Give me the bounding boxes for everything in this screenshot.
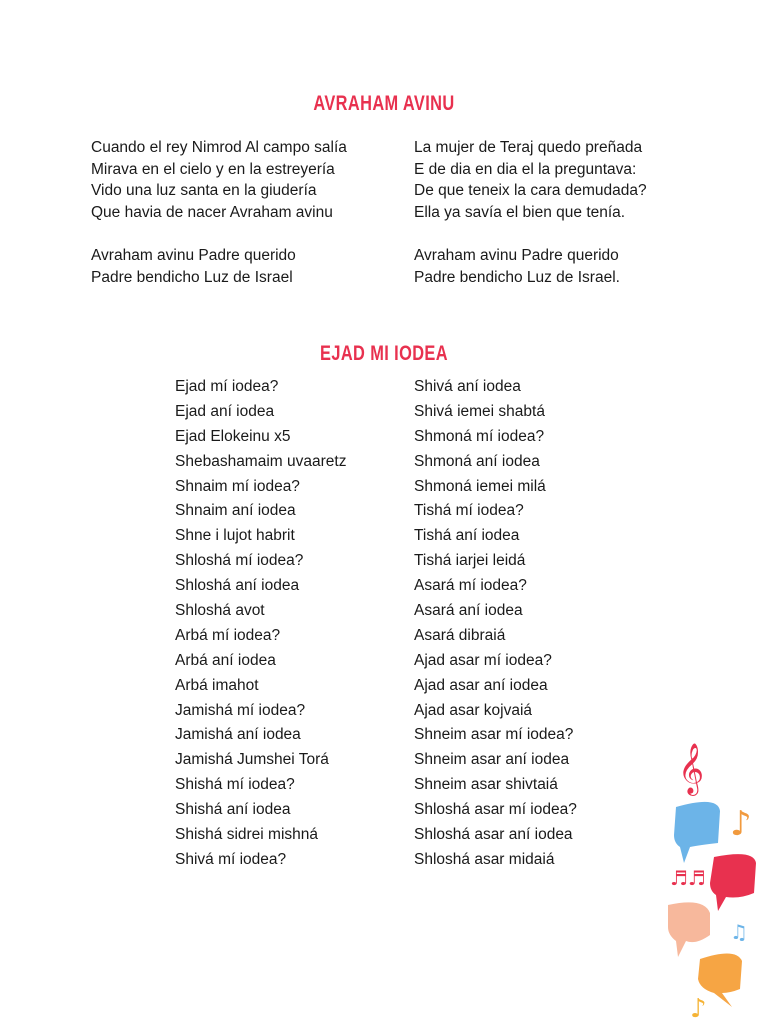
verse-line: Que havia de nacer Avraham avinu [91,203,333,221]
lyric-line: Arbá mí iodea? [175,626,281,644]
chorus-line: Padre bendicho Luz de Israel [91,268,293,286]
verse-line: Vido una luz santa en la giudería [91,182,317,200]
lyric-line: Shneim asar aní iodea [414,751,570,769]
lyric-line: Shivá mí iodea? [175,850,287,868]
lyric-line: Shmoná iemei milá [414,477,546,495]
speech-bubble-icon [674,802,720,863]
lyric-line: Shishá sidrei mishná [175,826,319,844]
lyric-line: Asará mí iodea? [414,577,527,595]
verse-line: E de dia en dia el la preguntava: [414,160,637,178]
beamed-notes-icon: ♬♬ [670,866,706,890]
lyric-line: Shishá mí iodea? [175,776,295,794]
eighth-note-icon: ♪ [730,804,752,844]
verse-line: De que teneix la cara demudada? [414,182,647,200]
song2-left-column [175,375,346,873]
lyric-line: Arbá aní iodea [175,651,276,669]
stanza-gap [91,223,347,245]
lyric-line: Jamishá mí iodea? [175,701,306,719]
lyric-line: Shloshá asar aní iodea [414,826,573,844]
lyric-line: Ajad asar mí iodea? [414,651,552,669]
verse-line: Cuando el rey Nimrod Al campo salía [91,139,347,156]
lyric-line: Ejad mí iodea? [175,378,279,395]
speech-bubble-icon [668,902,710,957]
song-title-avraham-avinu: AVRAHAM AVINU [313,92,455,116]
lyric-line: Tishá mí iodea? [414,502,524,520]
lyric-line: Jamishá Jumshei Torá [175,751,329,769]
song1-right-column [414,137,647,288]
stanza-gap [414,223,647,245]
lyric-line: Shmoná aní iodea [414,452,540,470]
lyric-line: Shloshá asar mí iodea? [414,801,577,819]
lyric-line: Tishá aní iodea [414,527,520,545]
lyric-line: Shloshá mí iodea? [175,552,304,570]
lyric-line: Ajad asar kojvaiá [414,701,533,719]
lyric-line: Asará dibraiá [414,626,506,644]
lyric-line: Shneim asar mí iodea? [414,726,574,744]
verse-line: La mujer de Teraj quedo preñada [414,139,643,156]
chorus-line: Padre bendicho Luz de Israel. [414,268,620,286]
lyric-line: Tishá iarjei leidá [414,552,526,570]
lyric-line: Ejad aní iodea [175,402,275,420]
music-decoration [660,735,768,1024]
lyric-line: Asará aní iodea [414,602,523,620]
lyric-line: Ejad Elokeinu x5 [175,427,291,445]
lyric-line: Shishá aní iodea [175,801,291,819]
lyric-line: Shloshá aní iodea [175,577,300,595]
lyric-line: Shmoná mí iodea? [414,427,545,445]
lyric-line: Shivá iemei shabtá [414,402,545,420]
lyric-line: Shnaim aní iodea [175,502,296,520]
song-title-ejad-mi-iodea: EJAD MI IODEA [320,342,448,366]
treble-clef-icon: 𝄞 [678,743,705,794]
lyric-line: Shivá aní iodea [414,378,521,395]
lyric-line: Arbá imahot [175,676,259,694]
song1-left-column [91,137,347,288]
lyric-line: Shne i lujot habrit [175,527,295,545]
chorus-line: Avraham avinu Padre querido [414,246,619,264]
chorus-line: Avraham avinu Padre querido [91,246,296,264]
verse-line: Mirava en el cielo y en la estreyería [91,160,335,178]
lyric-line: Shnaim mí iodea? [175,477,300,495]
speech-bubble-icon [710,854,756,911]
beamed-notes-icon: ♫ [730,920,748,944]
lyric-line: Shneim asar shivtaiá [414,776,558,794]
lyric-line: Shloshá asar midaiá [414,850,555,868]
song2-right-column [414,375,577,873]
verse-line: Ella ya savía el bien que tenía. [414,203,626,221]
lyric-line: Ajad asar aní iodea [414,676,548,694]
eighth-note-icon: ♪ [690,994,707,1024]
lyric-line: Shebashamaim uvaaretz [175,452,347,470]
lyric-line: Jamishá aní iodea [175,726,301,744]
lyric-line: Shloshá avot [175,602,265,620]
